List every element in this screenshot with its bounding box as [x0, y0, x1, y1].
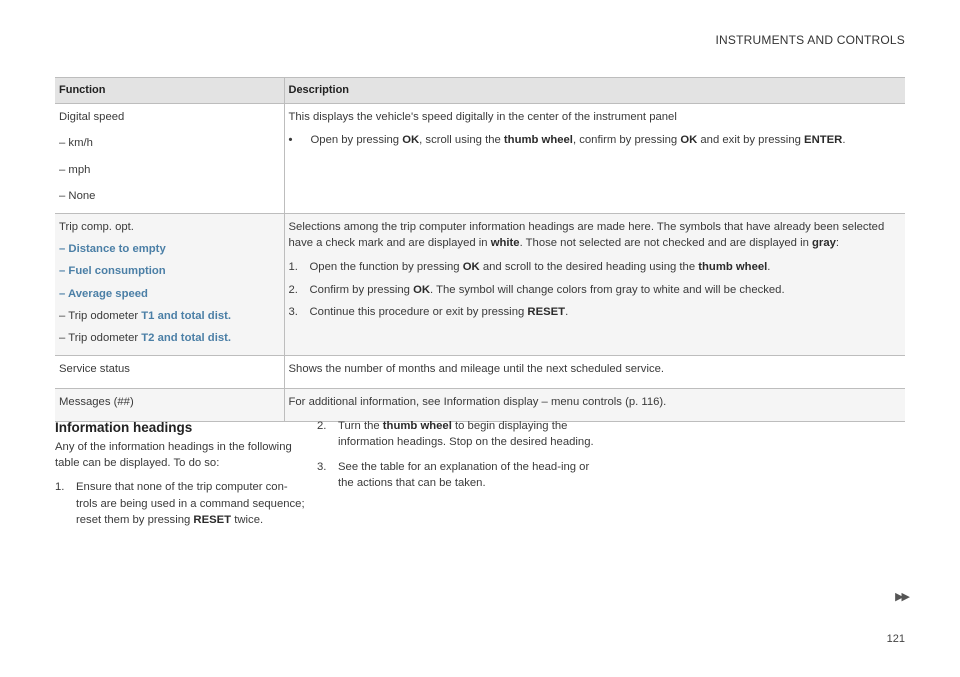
bullet-marker: •: [288, 134, 293, 147]
description-cell: [284, 388, 905, 421]
table-row: [55, 104, 905, 214]
numbered-step: 3. See the table for an explanation of the head-ing or the actions that can be taken.: [317, 460, 590, 490]
option-item: – None: [59, 190, 96, 203]
table-row: [55, 213, 905, 355]
right-column: [317, 418, 607, 492]
numbered-step: 3. Continue this procedure or exit by pressing RESET.: [288, 306, 569, 318]
header-description: Description: [284, 78, 905, 104]
option-item: – Trip odometer T2 and total dist.: [59, 332, 232, 345]
function-table: [55, 77, 905, 422]
function-cell: [55, 104, 284, 214]
description-cell: [284, 104, 905, 214]
numbered-step: 1. Open the function by pressing OK and scroll to the desired heading using the thumb wheel.: [288, 261, 771, 274]
description-cell: [284, 355, 905, 388]
numbered-step: 2. Confirm by pressing OK. The symbol will change colors from gray to white and will be checked.: [288, 283, 785, 296]
option-item: – mph: [59, 163, 91, 176]
description-text: Selections among the trip computer information headings are made here. The symbols that have already been selected have a check mark and are displayed in white. Those not selected are not checked and are displayed in gray:: [288, 220, 885, 249]
option-item: – Trip odometer T1 and total dist.: [59, 310, 232, 322]
table-row: [55, 355, 905, 388]
section-heading: Information headings: [55, 420, 193, 435]
continue-arrow-icon: ▶▶: [895, 591, 908, 603]
table-header-row: [55, 78, 905, 104]
page-number: 121: [886, 633, 905, 645]
numbered-step: 1. Ensure that none of the trip computer con-trols are being used in a command sequence; reset them by pressing RESET twice.: [55, 481, 305, 527]
intro-text: Any of the information headings in the following table can be displayed. To do so:: [55, 440, 292, 469]
option-item: – Fuel consumption: [59, 265, 166, 278]
option-item: – km/h: [59, 137, 93, 150]
function-name: Digital speed: [59, 111, 125, 123]
option-item: – Distance to empty: [59, 242, 166, 255]
bullet-item: [289, 132, 902, 148]
description-text: Shows the number of months and mileage until the next scheduled service.: [288, 362, 665, 375]
left-column: [55, 418, 305, 528]
function-name: Service status: [59, 362, 130, 375]
option-item: – Average speed: [59, 287, 148, 300]
description-cell: [284, 213, 905, 355]
function-name: Messages (##): [59, 395, 134, 408]
running-head: INSTRUMENTS AND CONTROLS: [715, 33, 905, 47]
bullet-text: Open by pressing OK, scroll using the thumb wheel, confirm by pressing OK and exit by pressing ENTER.: [310, 134, 846, 147]
description-text: For additional information, see Information display – menu controls (p. 116).: [288, 395, 667, 408]
numbered-step: 2. Turn the thumb wheel to begin displaying the information headings. Stop on the desired heading.: [317, 420, 594, 449]
description-text: This displays the vehicle's speed digitally in the center of the instrument panel: [288, 111, 677, 123]
function-name: Trip comp. opt.: [59, 220, 134, 233]
function-cell: [55, 355, 284, 388]
header-function: Function: [55, 78, 284, 104]
function-cell: [55, 388, 284, 421]
table-row: [55, 388, 905, 421]
function-cell: [55, 213, 284, 355]
